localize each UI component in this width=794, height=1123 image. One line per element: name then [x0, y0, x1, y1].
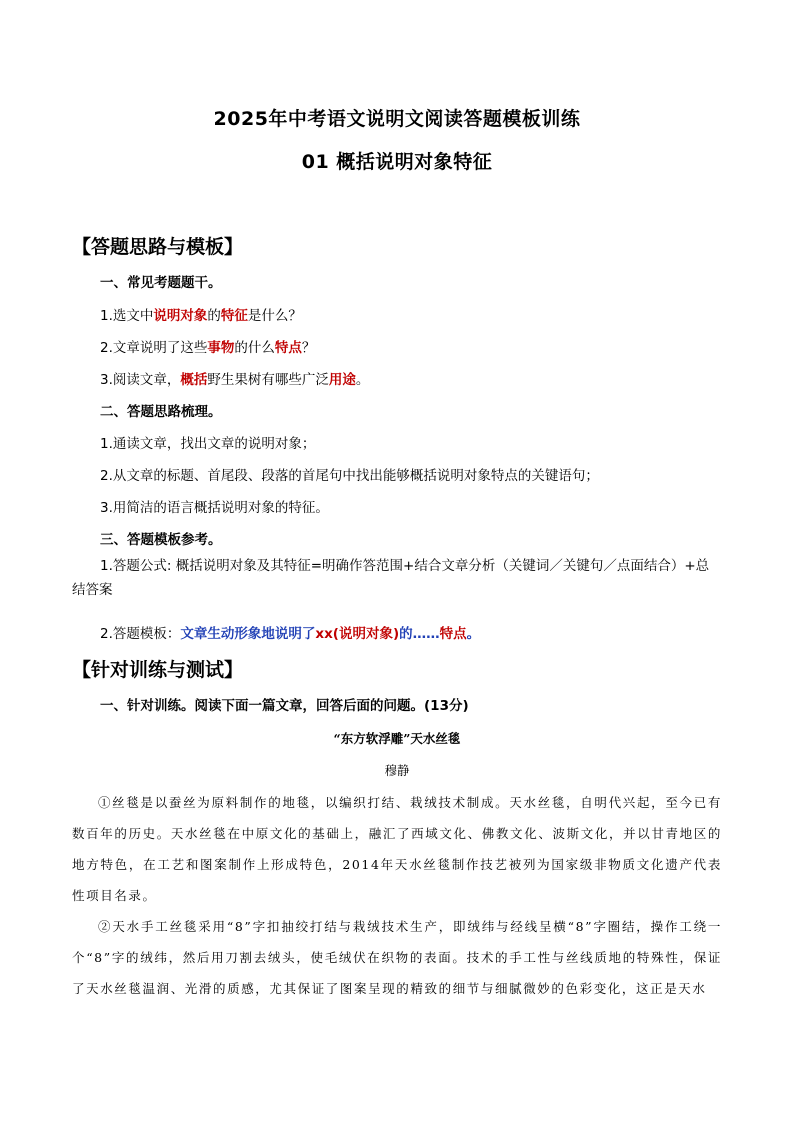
article-title: “东方软浮雕”天水丝毯	[333, 731, 461, 746]
section-heading-practice: 【针对训练与测试】	[72, 659, 244, 681]
step-2: 2.从文章的标题、首尾段、段落的首尾句中找出能够概括说明对象特点的关键语句；	[100, 468, 599, 484]
part-common-questions: 一、常见考题题干。	[100, 275, 222, 291]
practice-task: 一、针对训练。阅读下面一篇文章，回答后面的问题。(13分)	[100, 698, 469, 714]
document-subtitle: 01 概括说明对象特征	[301, 151, 493, 173]
step-3: 3.用简洁的语言概括说明对象的特征。	[100, 500, 329, 516]
question-2: 2.文章说明了这些事物的什么特点？	[100, 340, 316, 356]
document-title: 2025年中考语文说明文阅读答题模板训练	[213, 108, 581, 130]
article-author: 穆静	[384, 763, 410, 778]
question-1: 1.选文中说明对象的特征是什么？	[100, 308, 302, 324]
question-3: 3.阅读文章，概括野生果树有哪些广泛用途。	[100, 372, 370, 388]
answer-formula: 1.答题公式: 概括说明对象及其特征=明确作答范围+结合文章分析（关键词／关键句／点面结合）+总结答案	[72, 558, 710, 598]
part-template: 三、答题模板参考。	[100, 532, 222, 548]
part-thinking: 二、答题思路梳理。	[100, 404, 222, 420]
section-heading-approach: 【答题思路与模板】	[72, 236, 244, 258]
article-paragraph-1: ①丝毯是以蚕丝为原料制作的地毯，以编织打结、栽绒技术制成。天水丝毯，自明代兴起，至今已有数百年的历史。天水丝毯在中原文化的基础上，融汇了西域文化、佛教文化、波斯文化，并以甘青地区的地方特色，在工艺和图案制作上形成特色，2014年天水丝毯制作技艺被列为国家级非物质文化遗产代表性项目名录。	[72, 795, 722, 903]
answer-template: 2.答题模板：文章生动形象地说明了xx(说明对象)的……特点。	[100, 626, 481, 642]
step-1: 1.通读文章，找出文章的说明对象；	[100, 436, 316, 452]
article-paragraph-2: ②天水手工丝毯采用“8”字扣抽绞打结与栽绒技术生产，即绒纬与经线呈横“8”字圈结，操作工绕一个“8”字的绒纬，然后用刀割去绒头，使毛绒伏在织物的表面。技术的手工性与丝线质地的特殊性，保证了天水丝毯温润、光滑的质感，尤其保证了图案呈现的精致的细节与细腻微妙的色彩变化，这正是天水	[72, 919, 722, 996]
